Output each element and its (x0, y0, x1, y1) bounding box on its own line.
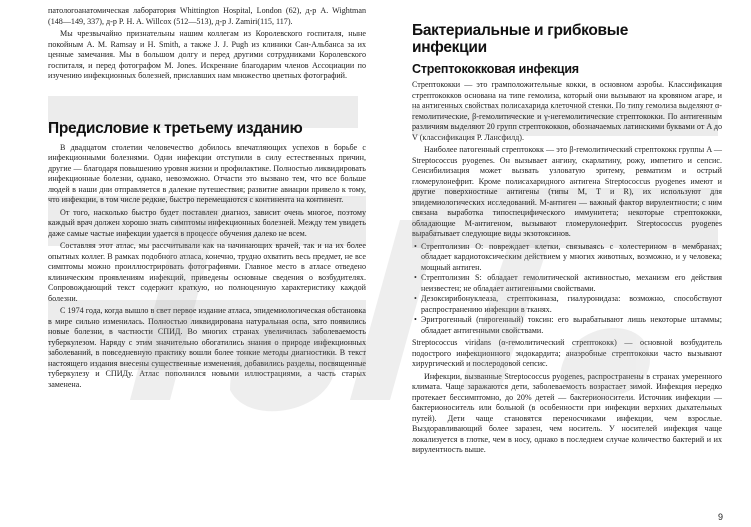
preface-paragraph-4: С 1974 года, когда вышло в свет первое издание атласа, эпидемиологическая обстановка в мире сильно изменилась. Полностью ликвидирована натуральная оспа, зато появились новые болезни, в частности СПИД. Во многих странах увеличилась заболеваемость туберкулезом. Наряду с этим значительно обогатились знания о природе инфекционных заболеваний, в повседневную практику вошли более тонкие методы диагностики. В текст настоящего издания внесены существенные изменения, добавились разделы, посвященные туберкулезу и СПИДу. Атлас пополнился новыми иллюстрациями, а часть старых заменена. (48, 306, 366, 389)
streptococcus-paragraph-1: Стрептококки — это грамположительные кокки, в основном аэробы. Классификация стрептококков основана на типе гемолиза, который они вызывают на кровяном агаре, и на антигенных свойствах полисахарида клеточной стенки. По типу гемолиза выделяют α-гемолитические, β-гемолитические и γ-негемолитические стрептококки. По антигенным различиям выделяют 20 групп стрептококков, обозначаемых латинскими буквами от A до V (классификация Р. Лансфилд). (412, 80, 722, 142)
list-item: • Дезоксирибонуклеаза, стрептокиназа, гиалуронидаза: возможно, способствуют распространению инфекции в тканях. (414, 294, 722, 314)
preface-paragraph-2: От того, насколько быстро будет поставлен диагноз, зависит очень многое, поэтому каждый врач должен хорошо знать симптомы инфекционных болезней. Между тем увидеть даже самые частые инфекции удается в процессе обучения далеко не всем. (48, 207, 366, 238)
subsection-heading: Стрептококковая инфекция (412, 62, 579, 76)
section-heading (412, 22, 722, 56)
bullet-icon: • (414, 273, 417, 282)
acknowledgement-list: патологоанатомическая лаборатория Whittington Hospital, London (62), д-р A. Wightman (148—149, 337), д-р P. H. A. Willcox (512—513), д-р J. Zamiri(115, 117). (48, 6, 366, 26)
page-number: 9 (717, 512, 723, 522)
list-item: • Стрептолизин S: обладает гемолитической активностью, механизм его действия неизвестен; не обладает антигенными свойствами. (414, 273, 722, 293)
section-heading-line-2: инфекции (412, 39, 487, 56)
right-column (412, 6, 722, 458)
streptococcus-paragraph-3: Streptococcus viridans (α-гемолитический стрептококк) — основной возбудитель подострого инфекционного эндокардита; анаэробные стрептококки часто вызывают хирургический и послеродовой сепсис. (412, 338, 722, 368)
list-item: • Эритрогенный (пирогенный) токсин: его вырабатывают лишь некоторые штаммы; обладает антигенными свойствами. (414, 315, 722, 335)
streptococcus-paragraph-4: Инфекции, вызванные Streptococcus pyogenes, распространены в странах умеренного климата. Чаще заражаются дети, заболеваемость возрастает зимой. Инфекция нередко протекает бессимптомно, до 20% детей — бактерионосители. Источник инфекции — бактерионоситель или больной (в особенности при инфекции верхних дыхательных путей). Дети чаще становятся переносчиками инфекции, чем взрослые. Выздоравливающий более заразен, чем носитель. У носителей инфекция чаще локализуется в глотке, чем в носу, однако в последнем случае количество бактерий и их вирулентность выше. (412, 371, 722, 454)
bullet-icon: • (414, 315, 417, 324)
left-column (48, 6, 366, 392)
exotoxin-list (412, 242, 722, 337)
preface-paragraph-1: В двадцатом столетии человечество добилось впечатляющих успехов в борьбе с инфекционными болезнями. Одни инфекции отступили в силу естественных причин, другие — благодаря повышению уровня жизни и профилактике. Полностью ликвидировать инфекционные болезни, однако, невозможно. Отчасти это вызвано тем, что все больше людей в наши дни отправляется в далекие путешествия; развитие авиации привело к тому, что инфекции, в том числе редкие, быстро перемещаются с континента на континент. (48, 142, 366, 204)
bullet-icon: • (414, 294, 417, 303)
streptococcus-paragraph-2: Наиболее патогенный стрептококк — это β-гемолитический стрептококк группы A — Streptococcus pyogenes. Он вызывает ангину, скарлатину, рожу, импетиго и сепсис. Сенсибилизация может вызвать узловатую эритему, ревматизм и острый гломерулонефрит. Кроме полисахаридного антигена Streptococcus pyogenes имеют и другие поверхностные антигены (типы M, T и R), их используют для эпидемиологических исследований. M-антиген — важный фактор вирулентности; с ним связана выработка типоспецифического иммунитета; некоторые стрептококки, обладающие M-антигеном, вызывают гломерулонефрит. Streptococcus pyogenes вырабатывает следующие виды экзотоксинов. (412, 145, 722, 238)
list-item: • Стрептолизин O: повреждает клетки, связываясь с холестерином в мембранах; обладает кардиотоксическим действием у многих животных, возможно, и у человека; мощный антиген. (414, 241, 722, 272)
bullet-icon: • (414, 241, 417, 251)
preface-paragraph-3: Составляя этот атлас, мы рассчитывали как на начинающих врачей, так и на их более опытных коллег. В рамках подобного атласа, конечно, трудно охватить весь предмет, не все симптомы можно проиллюстрировать фотографиями. Главное место в атласе отведено клиническим проявлениям инфекций, приведены основные сведения о возбудителях. Сопровождающий текст содержит краткую, но полноценную характеристику каждой болезни. (48, 241, 366, 303)
section-heading-line-1: Бактериальные и грибковые (412, 22, 629, 39)
preface-heading: Предисловие к третьему изданию (48, 119, 303, 137)
acknowledgement-paragraph: Мы чрезвычайно признательны нашим коллегам из Королевского госпиталя, ныне покойным A. M. Ramsay и H. Smith, а также J. J. Pugh из клиники Сан-Альбанса за их ценные замечания. Мы в большом долгу и перед другими сотрудниками Королевского госпиталя, и перед фотографом M. Jones. Искренние благодарим членов Ассоциации по изучению инфекционных болезней, приславших нам множество цветных фотографий. (48, 29, 366, 80)
